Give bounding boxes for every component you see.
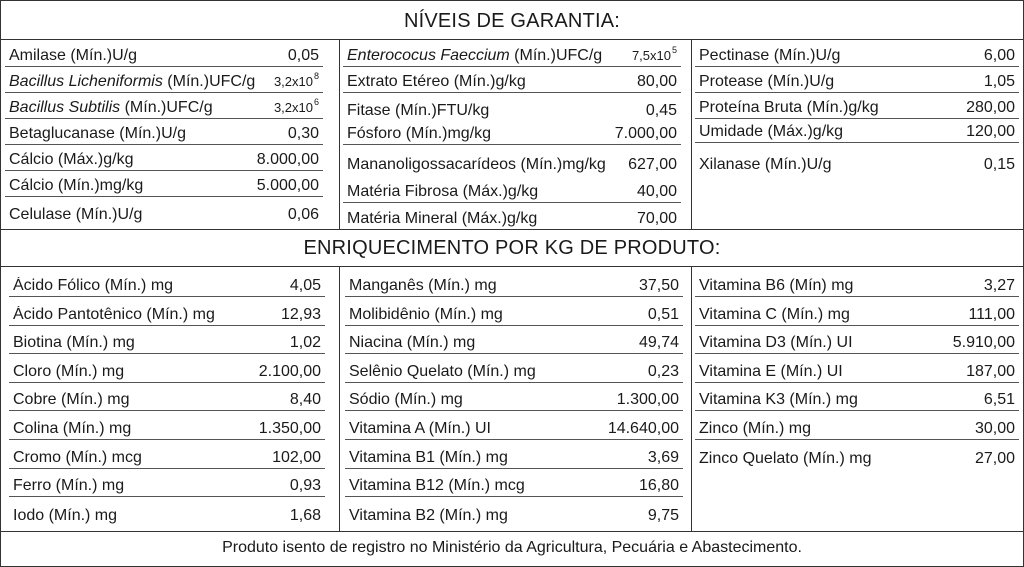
row-value-text: 30,00	[974, 420, 1015, 437]
row-label	[349, 391, 463, 409]
row-value	[648, 363, 679, 381]
row-label	[699, 123, 843, 141]
table-row	[343, 119, 681, 145]
table-row	[5, 67, 323, 93]
row-value	[966, 99, 1015, 117]
row-value	[257, 177, 319, 195]
row-value-text: 2.100,00	[258, 363, 321, 380]
table-row	[9, 500, 325, 526]
row-value-text: 70,00	[636, 210, 677, 227]
row-value	[288, 125, 319, 143]
row-label-text: Amilase (Mín.)U/g	[9, 47, 138, 64]
row-value	[984, 73, 1015, 91]
row-value-text: 0,15	[983, 156, 1015, 173]
row-value	[639, 277, 679, 295]
row-value	[274, 71, 319, 91]
row-label	[699, 306, 850, 324]
row-label-text: Umidade (Máx.)g/kg	[699, 123, 844, 140]
row-label	[347, 156, 606, 174]
row-value-text: 187,00	[966, 363, 1015, 380]
row-label	[349, 507, 508, 525]
row-label-species: Bacillus Subtilis	[9, 99, 121, 116]
row-value	[637, 183, 677, 201]
row-value	[259, 363, 321, 381]
row-label	[9, 151, 133, 169]
row-value-text: 8.000,00	[256, 151, 319, 168]
row-value	[966, 363, 1015, 381]
row-value-text: 102,00	[272, 449, 321, 466]
row-value-text: 627,00	[628, 156, 677, 173]
table-row	[343, 95, 681, 121]
row-label	[9, 47, 137, 65]
row-label-text: (Mín.)UFC/g	[509, 47, 603, 64]
row-label	[9, 125, 186, 143]
row-value-text: 49,74	[638, 334, 679, 351]
row-label	[347, 210, 537, 228]
table-row	[9, 271, 325, 297]
row-label	[13, 363, 124, 381]
row-label-text: Ferro (Mín.) mg	[13, 477, 125, 494]
row-value-text: 0,51	[647, 306, 679, 323]
row-label-text: Vitamina A (Mín.) UI	[349, 420, 491, 437]
row-value-text: 5.000,00	[256, 177, 319, 194]
table-row	[5, 93, 323, 119]
divider	[1, 229, 1023, 230]
table-row	[9, 471, 325, 497]
row-label-text: Ácido Fólico (Mín.) mg	[13, 277, 174, 294]
row-value-text: 8,40	[289, 391, 321, 408]
table-row	[695, 414, 1019, 440]
row-value-text: 1,68	[289, 507, 321, 524]
row-label	[699, 277, 853, 295]
row-value-text: 0,93	[289, 477, 321, 494]
table-row	[343, 41, 681, 67]
row-label-text: Vitamina B12 (Mín.) mcg	[349, 477, 525, 494]
table-row	[343, 67, 681, 93]
row-value	[290, 391, 321, 409]
row-value-text: 4,05	[289, 277, 321, 294]
row-value	[648, 449, 679, 467]
row-label-text: Extrato Etéreo (Mín.)g/kg	[347, 73, 526, 90]
row-value-text: 111,00	[968, 306, 1015, 323]
row-label	[13, 334, 135, 352]
row-value	[639, 334, 679, 352]
row-value-text: 3,2x10	[273, 74, 313, 89]
row-label	[699, 47, 840, 65]
row-value	[984, 391, 1015, 409]
row-value-text: 0,45	[645, 102, 677, 119]
row-value	[290, 277, 321, 295]
table-row	[345, 357, 683, 383]
row-value-text: 37,50	[638, 277, 679, 294]
table-row	[345, 443, 683, 469]
table-row	[5, 199, 323, 225]
row-label-text: Vitamina D3 (Mín.) UI	[699, 334, 853, 351]
row-value	[984, 47, 1015, 65]
row-value	[290, 334, 321, 352]
row-label-text: Cloro (Mín.) mg	[13, 363, 125, 380]
table-row	[343, 203, 681, 229]
row-label	[13, 477, 124, 495]
row-value	[290, 477, 321, 495]
row-label-text: Manganês (Mín.) mg	[349, 277, 497, 294]
row-value	[968, 306, 1015, 324]
row-value-text: 6,00	[983, 47, 1015, 64]
table-row	[695, 117, 1019, 143]
row-value	[975, 420, 1015, 438]
row-value-text: 1.350,00	[258, 420, 321, 437]
table-row	[9, 385, 325, 411]
table-row	[9, 300, 325, 326]
row-value-text: 1.300,00	[616, 391, 679, 408]
row-value-text: 9,75	[647, 507, 679, 524]
row-value	[637, 73, 677, 91]
row-value-text: 16,80	[638, 477, 679, 494]
row-label-text: Molibidênio (Mín.) mg	[349, 306, 503, 323]
table-row	[695, 443, 1019, 469]
row-value	[632, 45, 677, 65]
table-row	[343, 149, 681, 175]
row-label-text: Vitamina B2 (Mín.) mg	[349, 507, 508, 524]
row-value	[639, 477, 679, 495]
divider	[339, 39, 340, 229]
table-row	[695, 93, 1019, 119]
row-label	[13, 391, 129, 409]
row-label-text: Cromo (Mín.) mcg	[13, 449, 142, 466]
row-label-text: Fósforo (Mín.)mg/kg	[347, 125, 492, 142]
row-label-text: Vitamina K3 (Mín.) mg	[699, 391, 858, 408]
row-label	[349, 477, 525, 495]
row-label-text: Proteína Bruta (Mín.)g/kg	[699, 99, 879, 116]
row-value-text: 120,00	[966, 123, 1015, 140]
table-row	[695, 149, 1019, 175]
row-label	[699, 363, 843, 381]
row-label-text: Pectinase (Mín.)U/g	[699, 47, 841, 64]
row-label	[349, 277, 497, 295]
row-label-text: Betaglucanase (Mín.)U/g	[9, 125, 186, 142]
table-row	[345, 271, 683, 297]
table-row	[345, 414, 683, 440]
row-label-text: Cálcio (Mín.)mg/kg	[9, 177, 144, 194]
row-value-text: 12,93	[280, 306, 321, 323]
table-row	[5, 119, 323, 145]
row-label	[347, 47, 602, 65]
row-label-text: Colina (Mín.) mg	[13, 420, 132, 437]
row-label	[699, 391, 858, 409]
row-value	[648, 507, 679, 525]
row-label-text: Biotina (Mín.) mg	[13, 334, 135, 351]
row-label	[13, 420, 131, 438]
row-value	[288, 206, 319, 224]
table-row	[9, 328, 325, 354]
row-value	[281, 306, 321, 324]
row-value-text: 7.000,00	[614, 125, 677, 142]
row-label	[699, 156, 832, 174]
row-value-text: 3,2x10	[273, 100, 313, 115]
row-label	[347, 73, 526, 91]
table-row	[5, 171, 323, 197]
row-value	[637, 210, 677, 228]
table-row	[345, 328, 683, 354]
row-value	[984, 156, 1015, 174]
divider	[1, 39, 1023, 40]
table-row	[695, 41, 1019, 67]
row-label-text: Celulase (Mín.)U/g	[9, 206, 143, 223]
divider	[1, 531, 1023, 532]
row-value	[953, 334, 1015, 352]
row-value	[984, 277, 1015, 295]
divider	[1, 266, 1023, 267]
table-row	[9, 443, 325, 469]
row-label	[13, 306, 215, 324]
row-label	[9, 206, 142, 224]
row-label-text: Zinco (Mín.) mg	[699, 420, 812, 437]
row-label-text: Xilanase (Mín.)U/g	[699, 156, 832, 173]
row-label	[9, 177, 143, 195]
table-row	[5, 41, 323, 67]
table-row	[695, 300, 1019, 326]
row-value-text: 40,00	[636, 183, 677, 200]
row-label	[349, 306, 503, 324]
row-value	[648, 306, 679, 324]
table-row	[5, 145, 323, 171]
row-value	[274, 97, 319, 117]
row-label	[699, 450, 872, 468]
row-value	[615, 125, 677, 143]
row-value	[617, 391, 679, 409]
table-row	[345, 500, 683, 526]
row-label-text: (Mín.)UFC/g	[162, 73, 256, 90]
row-label-text: Protease (Mín.)U/g	[699, 73, 835, 90]
row-label-species: Enterococus Faeccium	[347, 47, 510, 64]
row-label-text: Ácido Pantotênico (Mín.) mg	[13, 306, 215, 323]
divider	[339, 266, 340, 531]
row-label-text: Sódio (Mín.) mg	[349, 391, 463, 408]
row-value-exponent: 6	[313, 97, 319, 107]
row-value	[272, 449, 321, 467]
row-value	[608, 420, 679, 438]
table-row	[343, 177, 681, 203]
table-row	[9, 414, 325, 440]
row-label-text: Vitamina E (Mín.) UI	[699, 363, 843, 380]
row-label-text: Vitamina C (Mín.) mg	[699, 306, 850, 323]
row-label	[347, 102, 489, 120]
row-label-text: Vitamina B6 (Mín) mg	[699, 277, 854, 294]
row-label-text: Mananoligossacarídeos (Mín.)mg/kg	[347, 156, 606, 173]
row-label-text: Selênio Quelato (Mín.) mg	[349, 363, 536, 380]
row-value-text: 6,51	[983, 391, 1015, 408]
divider	[691, 39, 692, 229]
row-value	[257, 151, 319, 169]
row-label	[9, 73, 255, 91]
row-label	[13, 507, 117, 525]
row-label-text: Fitase (Mín.)FTU/kg	[347, 102, 490, 119]
row-value-text: 5.910,00	[952, 334, 1015, 351]
row-value-text: 280,00	[966, 99, 1015, 116]
row-label	[699, 420, 811, 438]
row-value-text: 1,05	[983, 73, 1015, 90]
table-row	[345, 385, 683, 411]
table-row	[695, 67, 1019, 93]
row-value	[288, 47, 319, 65]
row-value-text: 0,30	[287, 125, 319, 142]
row-value-exponent: 5	[671, 45, 677, 55]
row-value-text: 0,23	[647, 363, 679, 380]
row-value-text: 0,05	[287, 47, 319, 64]
row-value-text: 27,00	[974, 450, 1015, 467]
row-value-text: 80,00	[636, 73, 677, 90]
row-value-text: 1,02	[289, 334, 321, 351]
row-label-text: Niacina (Mín.) mg	[349, 334, 476, 351]
table-row	[695, 385, 1019, 411]
row-value	[290, 507, 321, 525]
row-label	[699, 73, 834, 91]
row-value-text: 3,27	[983, 277, 1015, 294]
row-label	[13, 277, 173, 295]
row-label-text: Cálcio (Máx.)g/kg	[9, 151, 134, 168]
row-label	[699, 99, 879, 117]
row-label-text: Matéria Fibrosa (Máx.)g/kg	[347, 183, 539, 200]
row-label-text: Cobre (Mín.) mg	[13, 391, 130, 408]
row-value	[628, 156, 677, 174]
table-row	[695, 271, 1019, 297]
row-value-text: 3,69	[647, 449, 679, 466]
row-label-text: Vitamina B1 (Mín.) mg	[349, 449, 508, 466]
row-label	[13, 449, 142, 467]
row-value-text: 0,06	[287, 206, 319, 223]
table-row	[345, 471, 683, 497]
footer-note: Produto isento de registro no Ministério da Agricultura, Pecuária e Abastecimento.	[222, 539, 802, 556]
row-label	[699, 334, 853, 352]
row-value	[646, 102, 677, 120]
row-label	[349, 334, 475, 352]
row-value	[975, 450, 1015, 468]
row-label	[349, 363, 536, 381]
row-label	[9, 99, 213, 117]
row-label	[347, 183, 538, 201]
row-value	[966, 123, 1015, 141]
row-label	[349, 449, 508, 467]
enriquecimento-title: ENRIQUECIMENTO POR KG DE PRODUTO:	[303, 237, 721, 259]
row-label	[349, 420, 491, 438]
row-label-text: Iodo (Mín.) mg	[13, 507, 118, 524]
divider	[691, 266, 692, 531]
row-value-text: 14.640,00	[607, 420, 679, 437]
table-row	[345, 300, 683, 326]
table-row	[695, 328, 1019, 354]
row-value	[259, 420, 321, 438]
table-row	[695, 357, 1019, 383]
row-label-text: Matéria Mineral (Máx.)g/kg	[347, 210, 538, 227]
row-label-text: (Mín.)UFC/g	[120, 99, 213, 116]
row-label-species: Bacillus Licheniformis	[9, 73, 163, 90]
row-value-text: 7,5x10	[631, 48, 671, 63]
row-label	[347, 125, 491, 143]
table-row	[9, 357, 325, 383]
row-label-text: Zinco Quelato (Mín.) mg	[699, 450, 872, 467]
garantia-title: NÍVEIS DE GARANTIA:	[403, 10, 621, 32]
row-value-exponent: 8	[313, 71, 319, 81]
